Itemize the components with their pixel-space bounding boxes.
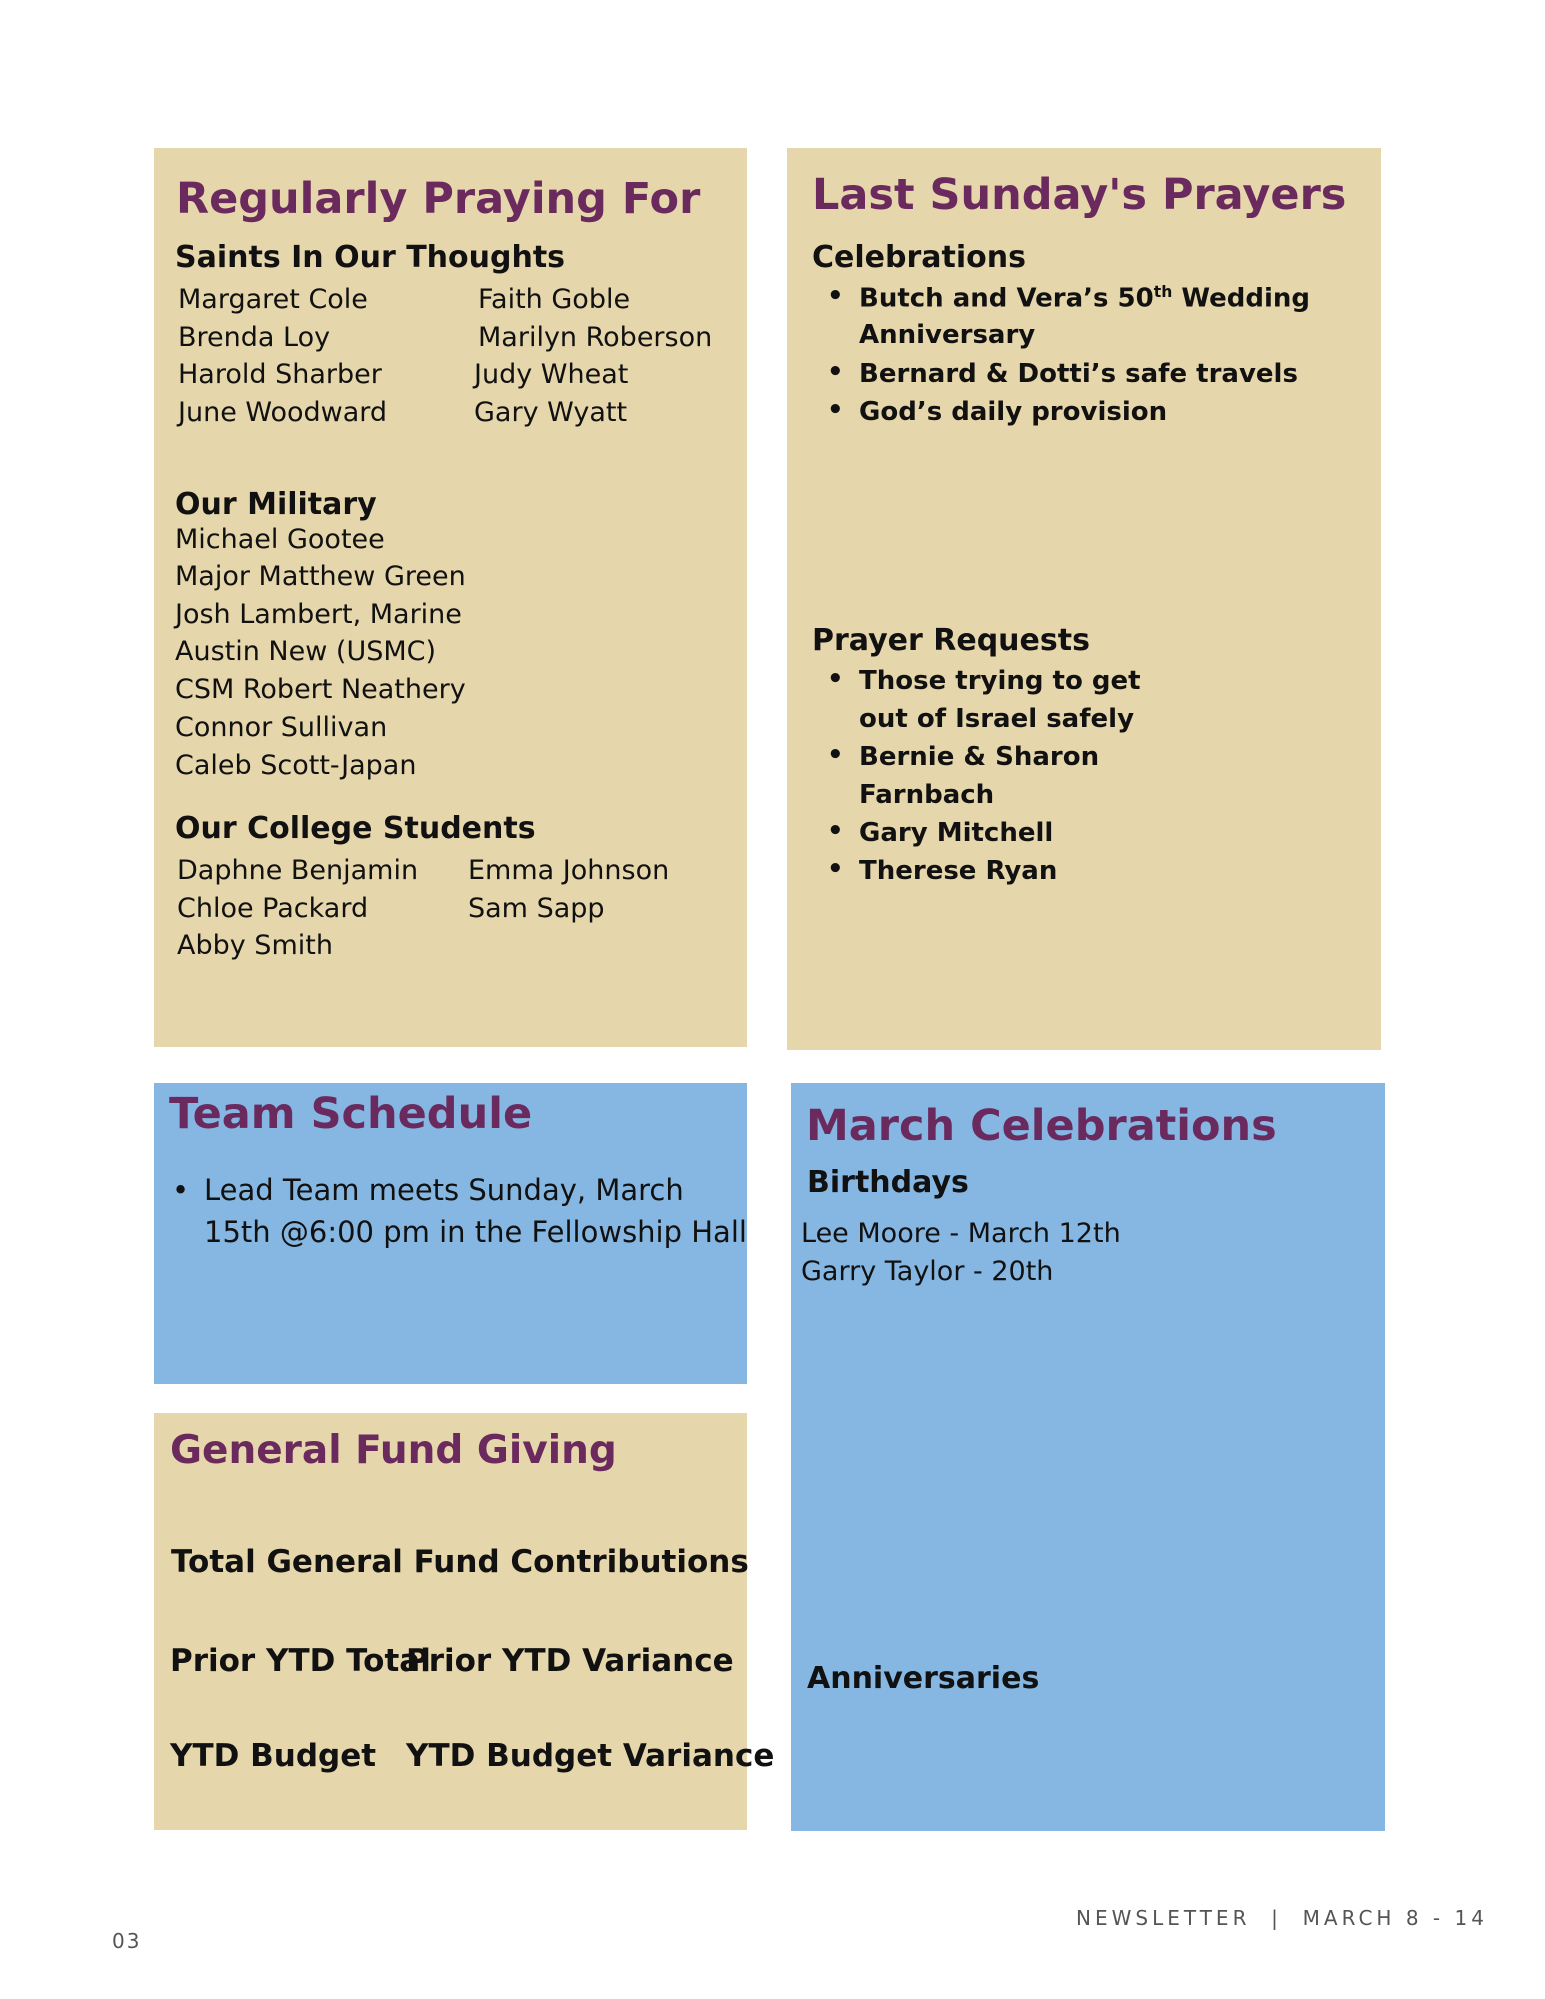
prior-ytd-total-label: Prior YTD Total — [170, 1643, 431, 1679]
military-name: Connor Sullivan — [175, 712, 388, 743]
celebration-item-text: Wedding — [1172, 283, 1310, 314]
march-celebrations-title: March Celebrations — [806, 1101, 1277, 1151]
birthday-item: Lee Moore - March 12th — [801, 1218, 1121, 1249]
birthday-item: Garry Taylor - 20th — [801, 1256, 1054, 1287]
saints-heading: Saints In Our Thoughts — [175, 240, 566, 275]
military-name: CSM Robert Neathery — [175, 674, 466, 705]
celebrations-heading: Celebrations — [812, 240, 1026, 275]
schedule-item-continued: 15th @6:00 pm in the Fellowship Hall — [204, 1215, 747, 1249]
bullet-dot: • — [827, 664, 844, 694]
prayer-requests-heading: Prayer Requests — [812, 623, 1090, 658]
military-name: Caleb Scott-Japan — [175, 750, 417, 781]
college-heading: Our College Students — [175, 811, 536, 846]
total-contributions-label: Total General Fund Contributions — [171, 1544, 749, 1580]
ytd-budget-label: YTD Budget — [170, 1738, 377, 1774]
praying-panel — [154, 148, 747, 1047]
bullet-dot: • — [827, 740, 844, 770]
request-item-continued: out of Israel safely — [859, 704, 1135, 734]
request-item: Bernie & Sharon — [859, 742, 1100, 772]
bullet-dot: • — [827, 395, 844, 425]
military-name: Austin New (USMC) — [175, 636, 437, 667]
student-name: Sam Sapp — [468, 893, 605, 924]
saint-name: Harold Sharber — [178, 359, 382, 390]
anniversaries-heading: Anniversaries — [807, 1661, 1040, 1696]
saint-name: June Woodward — [178, 397, 388, 428]
team-schedule-title: Team Schedule — [169, 1089, 533, 1139]
student-name: Daphne Benjamin — [177, 855, 419, 886]
saint-name: Margaret Cole — [178, 284, 368, 315]
march-celebrations-panel — [791, 1083, 1385, 1831]
celebration-item: Bernard & Dotti’s safe travels — [859, 359, 1298, 389]
schedule-item: Lead Team meets Sunday, March — [204, 1173, 684, 1207]
prior-ytd-variance-label: Prior YTD Variance — [406, 1643, 734, 1679]
student-name: Chloe Packard — [177, 893, 369, 924]
bullet-dot: • — [827, 281, 844, 311]
bullet-dot: • — [827, 854, 844, 884]
military-name: Josh Lambert, Marine — [175, 599, 462, 630]
request-item: Gary Mitchell — [859, 818, 1054, 848]
ordinal-suffix: th — [1153, 283, 1173, 301]
celebration-item: God’s daily provision — [859, 397, 1168, 427]
general-fund-panel — [154, 1413, 775, 1830]
saint-name: Brenda Loy — [178, 322, 331, 353]
request-item: Therese Ryan — [859, 856, 1058, 886]
saint-name: Faith Goble — [478, 284, 631, 315]
bullet-dot: • — [172, 1173, 190, 1207]
student-name: Abby Smith — [177, 930, 333, 961]
newsletter-footer: NEWSLETTER | MARCH 8 - 14 — [1076, 1906, 1488, 1930]
student-name: Emma Johnson — [468, 855, 670, 886]
request-item-continued: Farnbach — [859, 780, 995, 810]
saint-name: Judy Wheat — [474, 359, 629, 390]
page-number: 03 — [112, 1929, 142, 1953]
bullet-dot: • — [827, 816, 844, 846]
saint-name: Gary Wyatt — [474, 397, 628, 428]
last-sunday-title: Last Sunday's Prayers — [812, 170, 1347, 220]
celebration-item — [859, 283, 1310, 314]
praying-title: Regularly Praying For — [176, 174, 701, 224]
last-sunday-panel — [787, 148, 1381, 1050]
ytd-budget-variance-label: YTD Budget Variance — [406, 1738, 775, 1774]
request-item: Those trying to get — [859, 666, 1141, 696]
celebration-item-continued: Anniversary — [859, 320, 1036, 350]
general-fund-title: General Fund Giving — [170, 1428, 617, 1473]
military-name: Major Matthew Green — [175, 561, 466, 592]
celebration-item-text: Butch and Vera’s 50 — [859, 283, 1154, 314]
team-schedule-panel — [154, 1083, 747, 1384]
birthdays-heading: Birthdays — [807, 1165, 969, 1200]
military-name: Michael Gootee — [175, 524, 385, 555]
saint-name: Marilyn Roberson — [478, 322, 713, 353]
bullet-dot: • — [827, 357, 844, 387]
military-heading: Our Military — [175, 487, 377, 522]
